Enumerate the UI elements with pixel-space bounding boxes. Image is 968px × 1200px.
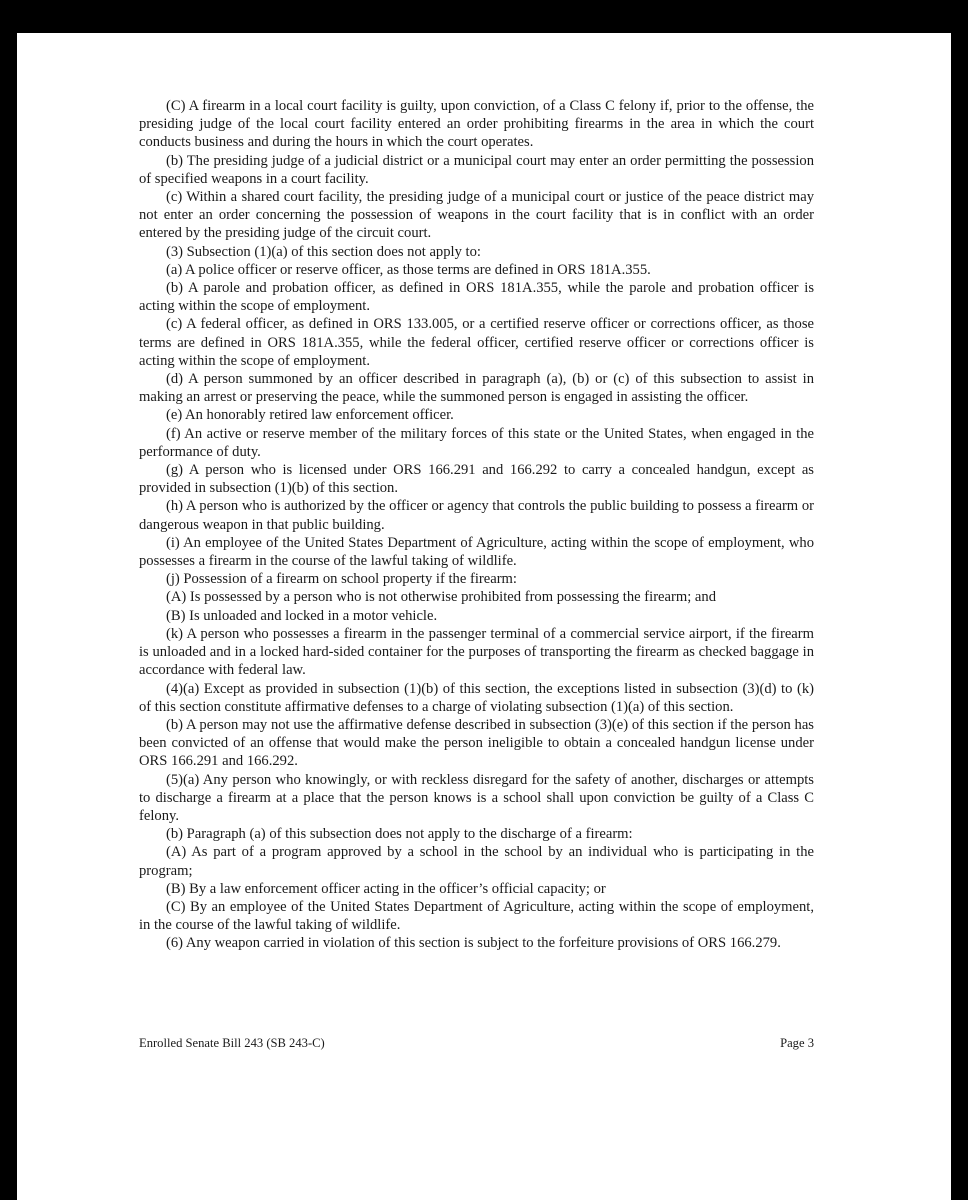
paragraph: (B) Is unloaded and locked in a motor vehicle. [166, 607, 438, 624]
paragraph: (B) By a law enforcement officer acting in the officer’s official capacity; or [166, 880, 606, 897]
paragraph: (C) By an employee of the United States Department of Agriculture, acting within the scope of employment, in the course of the lawful taking of wildlife. [139, 898, 814, 934]
paragraph: (d) A person summoned by an officer described in paragraph (a), (b) or (c) of this subsection to assist in making an arrest or preserving the peace, while the summoned person is engaged in assisting the officer. [139, 371, 814, 406]
paragraph: (e) An honorably retired law enforcement officer. [166, 407, 454, 424]
paragraph: (6) Any weapon carried in violation of this section is subject to the forfeiture provisions of ORS 166.279. [166, 935, 781, 952]
page-footer [139, 1036, 814, 1051]
paragraph: (A) As part of a program approved by a school in the school by an individual who is participating in the program; [139, 844, 814, 879]
paragraph: (c) Within a shared court facility, the presiding judge of a municipal court or justice of the peace district may not enter an order concerning the possession of weapons in the court facility that is in conflict with an order entered by the presiding judge of the circuit court. [139, 189, 814, 242]
paragraph: (5)(a) Any person who knowingly, or with reckless disregard for the safety of another, discharges or attempts to discharge a firearm at a place that the person knows is a school shall upon conviction be guilty of a Class C felony. [139, 771, 814, 824]
paragraph: (h) A person who is authorized by the officer or agency that controls the public building to possess a firearm or dangerous weapon in that public building. [139, 498, 814, 533]
paragraph: (j) Possession of a firearm on school property if the firearm: [166, 571, 517, 588]
paragraph: (a) A police officer or reserve officer, as those terms are defined in ORS 181A.355. [166, 261, 651, 278]
paragraph: (C) A firearm in a local court facility is guilty, upon conviction, of a Class C felony if, prior to the offense, the presiding judge of the local court facility entered an order prohibiting firearms in the area in which the court conducts business and during the hours in which the court operates. [139, 98, 814, 151]
page-number: Page 3 [780, 1036, 814, 1050]
paragraph: (c) A federal officer, as defined in ORS 133.005, or a certified reserve officer or corrections officer, as those terms are defined in ORS 181A.355, while the federal officer, certified reserve officer or corrections officer is acting within the scope of employment. [139, 316, 814, 369]
paragraph: (b) Paragraph (a) of this subsection does not apply to the discharge of a firearm: [166, 826, 633, 843]
paragraph: (b) A person may not use the affirmative defense described in subsection (3)(e) of this section if the person has been convicted of an offense that would make the person ineligible to obtain a concealed handgun license under ORS 166.291 and 166.292. [139, 716, 814, 770]
paragraph: (f) An active or reserve member of the military forces of this state or the United States, when engaged in the performance of duty. [139, 425, 814, 460]
paragraph: (b) The presiding judge of a judicial district or a municipal court may enter an order permitting the possession of specified weapons in a court facility. [139, 152, 814, 187]
paragraph: (k) A person who possesses a firearm in the passenger terminal of a commercial service airport, if the firearm is unloaded and in a locked hard-sided container for the purposes of transporting the firearm as checked baggage in accordance with federal law. [139, 625, 814, 679]
bill-name: Enrolled Senate Bill 243 (SB 243-C) [139, 1036, 325, 1050]
document-body [139, 97, 814, 953]
document-page [17, 33, 951, 1200]
paragraph: (A) Is possessed by a person who is not otherwise prohibited from possessing the firearm; and [166, 589, 717, 606]
paragraph: (i) An employee of the United States Department of Agriculture, acting within the scope of employment, who possesses a firearm in the course of the lawful taking of wildlife. [139, 534, 814, 570]
paragraph: (g) A person who is licensed under ORS 166.291 and 166.292 to carry a concealed handgun, except as provided in subsection (1)(b) of this section. [139, 462, 814, 497]
paragraph: (4)(a) Except as provided in subsection (1)(b) of this section, the exceptions listed in subsection (3)(d) to (k) of this section constitute affirmative defenses to a charge of violating subsection (1)(a) of this section. [139, 680, 814, 715]
paragraph: (3) Subsection (1)(a) of this section does not apply to: [166, 243, 481, 260]
paragraph: (b) A parole and probation officer, as defined in ORS 181A.355, while the parole and probation officer is acting within the scope of employment. [139, 280, 814, 315]
